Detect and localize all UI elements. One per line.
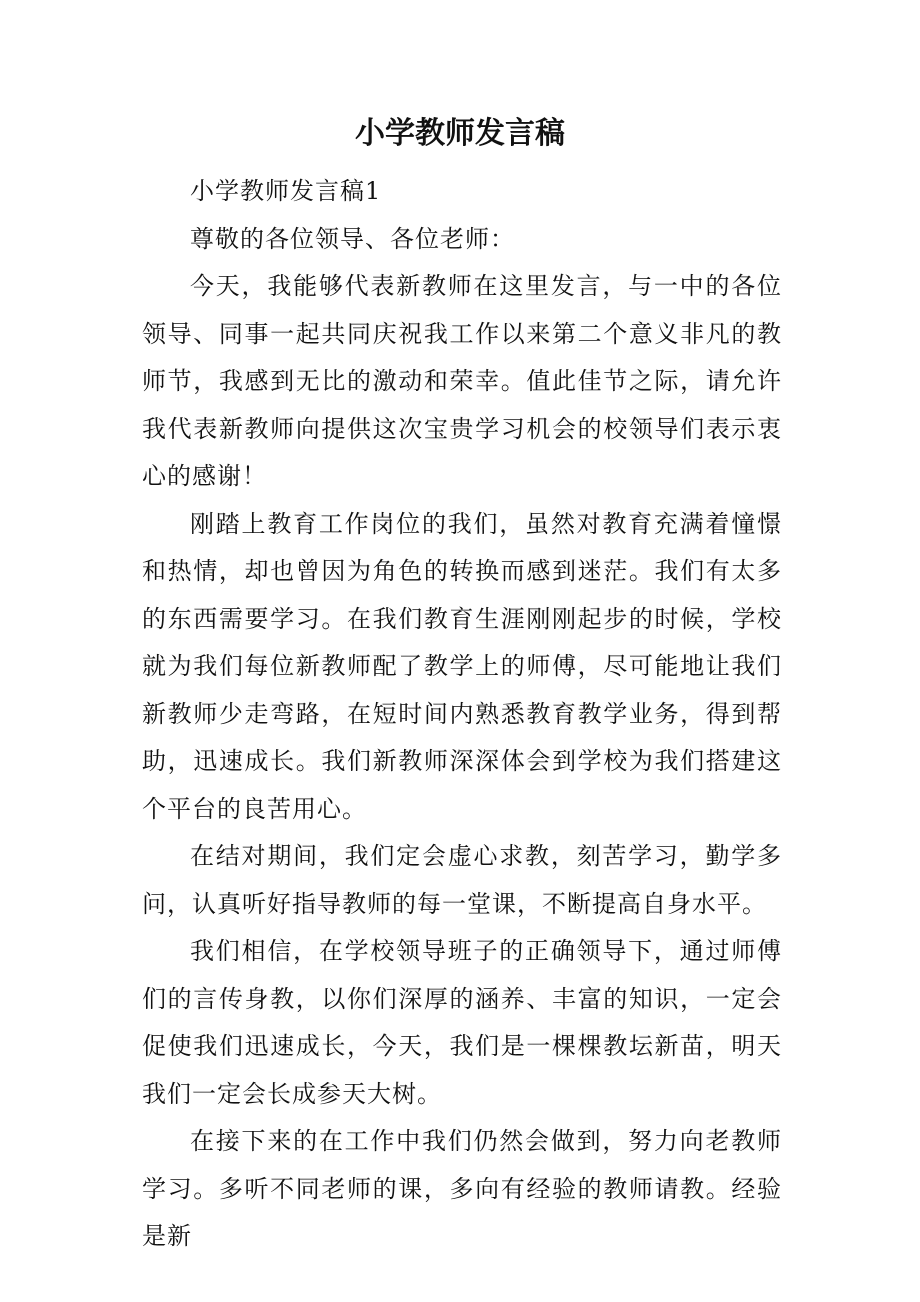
- paragraph: 刚踏上教育工作岗位的我们，虽然对教育充满着憧憬和热情，却也曾因为角色的转换而感到迷茫。我们有太多的东西需要学习。在我们教育生涯刚刚起步的时候，学校就为我们每位新教师配了教学上的师傅，尽可能地让我们新教师少走弯路，在短时间内熟悉教育教学业务，得到帮助，迅速成长。我们新教师深深体会到学校为我们搭建这个平台的良苦用心。: [142, 509, 782, 823]
- section-heading: 小学教师发言稿1: [190, 177, 382, 205]
- salutation: 尊敬的各位领导、各位老师：: [190, 224, 515, 253]
- paragraph: 我们相信，在学校领导班子的正确领导下，通过师傅们的言传身教，以你们深厚的涵养、丰富的知识，一定会促使我们迅速成长，今天，我们是一棵棵教坛新苗，明天我们一定会长成参天大树。: [142, 937, 782, 1108]
- paragraph: 在结对期间，我们定会虚心求教，刻苦学习，勤学多问，认真听好指导教师的每一堂课，不断提高自身水平。: [142, 842, 782, 918]
- paragraph: 在接下来的在工作中我们仍然会做到，努力向老教师学习。多听不同老师的课，多向有经验的教师请教。经验是新: [142, 1127, 782, 1250]
- document-title: 小学教师发言稿: [355, 116, 565, 151]
- document-body: [142, 168, 782, 1261]
- paragraph: 今天，我能够代表新教师在这里发言，与一中的各位领导、同事一起共同庆祝我工作以来第二个意义非凡的教师节，我感到无比的激动和荣幸。值此佳节之际，请允许我代表新教师向提供这次宝贵学习机会的校领导们表示衷心的感谢！: [142, 272, 782, 490]
